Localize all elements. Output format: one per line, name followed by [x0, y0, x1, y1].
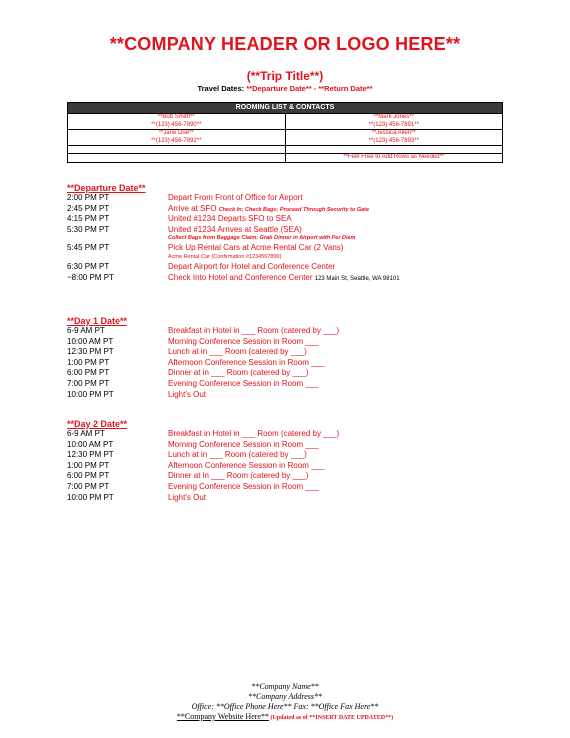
itinerary-time: 10:00 AM PT	[67, 336, 114, 346]
itinerary-subnote: Acme Rental Car (Confirmation #1234567890)	[168, 253, 282, 260]
itinerary-desc: Evening Conference Session in Room ___	[168, 481, 319, 491]
trip-title: (**Trip Title**)	[246, 69, 324, 83]
guest-name: **Bob Smith**	[157, 114, 195, 120]
itinerary-time: 12:30 PM PT	[67, 347, 114, 357]
itinerary-row	[67, 261, 336, 273]
itinerary-row	[67, 429, 340, 440]
footer-website-line	[0, 712, 570, 723]
itinerary-time: ~8:00 PM PT	[67, 272, 114, 282]
itinerary-row	[67, 243, 344, 254]
itinerary-desc: Depart From Front of Office for Airport	[168, 193, 303, 202]
itinerary-row	[67, 272, 400, 284]
guest-phone: **(123) 456-7893**	[368, 137, 419, 144]
itinerary-time: 2:00 PM PT	[67, 193, 110, 202]
itinerary-row	[67, 214, 292, 225]
itinerary-time: 6:30 PM PT	[67, 261, 110, 271]
itinerary-time: 7:00 PM PT	[67, 378, 110, 388]
itinerary-time: 6:00 PM PT	[67, 471, 110, 481]
rooming-row-empty	[68, 146, 503, 154]
itinerary-row	[67, 492, 206, 504]
rooming-row	[68, 154, 503, 163]
itinerary-desc-text: Arrive at SFO	[168, 203, 219, 213]
itinerary-time: 5:30 PM PT	[67, 224, 110, 234]
itinerary-time: 10:00 PM PT	[67, 389, 114, 399]
footer-updated-note: (Updated as of **INSERT DATE UPDATED**)	[268, 715, 394, 721]
rooming-cell	[285, 114, 503, 130]
itinerary-desc: Afternoon Conference Session in Room ___	[168, 357, 325, 367]
itinerary-row	[67, 481, 319, 493]
departure-section	[67, 183, 400, 283]
itinerary-time: 4:15 PM PT	[67, 214, 110, 224]
itinerary-note: Check In; Check Bags; Proceed Through Security to Gate	[218, 206, 370, 213]
itinerary-desc: Pick Up Rental Cars at Acme Rental Car (2 Vans)	[168, 243, 344, 253]
itinerary-time: 1:00 PM PT	[67, 357, 110, 367]
footer-company-address: **Company Address**	[248, 692, 322, 701]
itinerary-subnote-row	[67, 253, 282, 262]
section-title: **Departure Date**	[67, 183, 146, 193]
itinerary-desc: Dinner at in ___ Room (catered by ___)	[168, 368, 309, 378]
guest-name: **Jessica Allen**	[371, 130, 416, 136]
rooming-cell	[68, 114, 286, 130]
itinerary-row	[67, 460, 325, 472]
day2-section	[67, 419, 340, 503]
footer	[0, 682, 570, 723]
travel-dates-label: Travel Dates:	[197, 84, 247, 93]
itinerary-row	[67, 336, 319, 348]
section-title: **Day 2 Date**	[67, 419, 128, 429]
rooming-row	[68, 130, 503, 146]
itinerary-time: 7:00 PM PT	[67, 481, 110, 491]
guest-name: **Jane Doe**	[158, 130, 194, 136]
itinerary-row	[67, 347, 307, 358]
itinerary-desc: Lunch at in ___ Room (catered by ___)	[168, 347, 307, 357]
itinerary-time: 6-9 AM PT	[67, 429, 105, 438]
footer-office-line: Office: **Office Phone Here** Fax: **Office Fax Here**	[191, 702, 379, 711]
itinerary-row	[67, 389, 206, 401]
rooming-table	[67, 102, 503, 163]
itinerary-desc: Evening Conference Session in Room ___	[168, 378, 319, 388]
itinerary-desc: Morning Conference Session in Room ___	[168, 439, 319, 449]
guest-name: **Mark Jones**	[373, 114, 414, 120]
travel-dates-value: **Departure Date** - **Return Date**	[246, 84, 373, 93]
itinerary-desc: Depart Airport for Hotel and Conference Center	[168, 261, 336, 271]
itinerary-row	[67, 193, 303, 204]
itinerary-time: 2:45 PM PT	[67, 203, 110, 213]
itinerary-address: 123 Main St, Seattle, WA 98101	[314, 275, 400, 282]
itinerary-desc-text: Check Into Hotel and Conference Center	[168, 272, 315, 282]
rooming-cell	[285, 130, 503, 146]
itinerary-desc: United #1234 Arrives at Seattle (SEA)	[168, 224, 302, 234]
day1-section	[67, 316, 340, 400]
itinerary-desc: Light's Out	[168, 389, 206, 399]
itinerary-time: 5:45 PM PT	[67, 243, 110, 253]
itinerary-time: 1:00 PM PT	[67, 460, 110, 470]
itinerary-desc: Morning Conference Session in Room ___	[168, 336, 319, 346]
itinerary-subnote-row	[67, 235, 356, 243]
itinerary-desc: Breakfast in Hotel in ___ Room (catered by ___)	[168, 326, 340, 335]
itinerary-row	[67, 203, 370, 215]
company-header: **COMPANY HEADER OR LOGO HERE**	[109, 34, 461, 54]
itinerary-row	[67, 439, 319, 451]
itinerary-time: 12:30 PM PT	[67, 450, 114, 460]
itinerary-desc	[168, 204, 369, 213]
itinerary-time: 10:00 PM PT	[67, 492, 114, 502]
footer-website-link[interactable]: **Company Website Here**	[176, 712, 269, 721]
footer-company-name: **Company Name**	[251, 682, 319, 691]
itinerary-row	[67, 326, 340, 337]
itinerary-row	[67, 368, 309, 379]
itinerary-row	[67, 357, 325, 369]
itinerary-row	[67, 378, 319, 390]
itinerary-desc: Lunch at in ___ Room (catered by ___)	[168, 450, 307, 460]
guest-phone: **(123) 456-7891**	[368, 121, 419, 128]
rooming-row	[68, 114, 503, 130]
guest-phone: **(123) 456-7890**	[151, 121, 202, 128]
rooming-cell	[68, 130, 286, 146]
itinerary-row	[67, 471, 309, 482]
itinerary-row	[67, 224, 302, 236]
rooming-cell	[285, 146, 503, 154]
itinerary-desc: Light's Out	[168, 492, 206, 502]
itinerary-time: 6-9 AM PT	[67, 326, 105, 335]
guest-phone: **(123) 456-7892**	[151, 137, 202, 144]
rooming-cell	[68, 146, 286, 154]
section-title: **Day 1 Date**	[67, 316, 128, 326]
itinerary-desc	[168, 273, 400, 282]
rooming-table-title: ROOMING LIST & CONTACTS	[68, 103, 503, 114]
rooming-cell	[68, 154, 286, 163]
itinerary-time: 6:00 PM PT	[67, 368, 110, 378]
itinerary-subnote: Collect Bags from Baggage Claim; Grab Dinner in Airport with Per Diem	[168, 235, 356, 242]
itinerary-desc: Breakfast in Hotel in ___ Room (catered by ___)	[168, 429, 340, 438]
itinerary-time: 10:00 AM PT	[67, 439, 114, 449]
itinerary-desc: Afternoon Conference Session in Room ___	[168, 460, 325, 470]
travel-dates	[0, 84, 570, 93]
itinerary-desc: Dinner at in ___ Room (catered by ___)	[168, 471, 309, 481]
add-rows-note: **Feel Free to Add Rows as Needed**	[285, 154, 503, 163]
itinerary-desc: United #1234 Departs SFO to SEA	[168, 214, 292, 224]
itinerary-row	[67, 450, 307, 461]
